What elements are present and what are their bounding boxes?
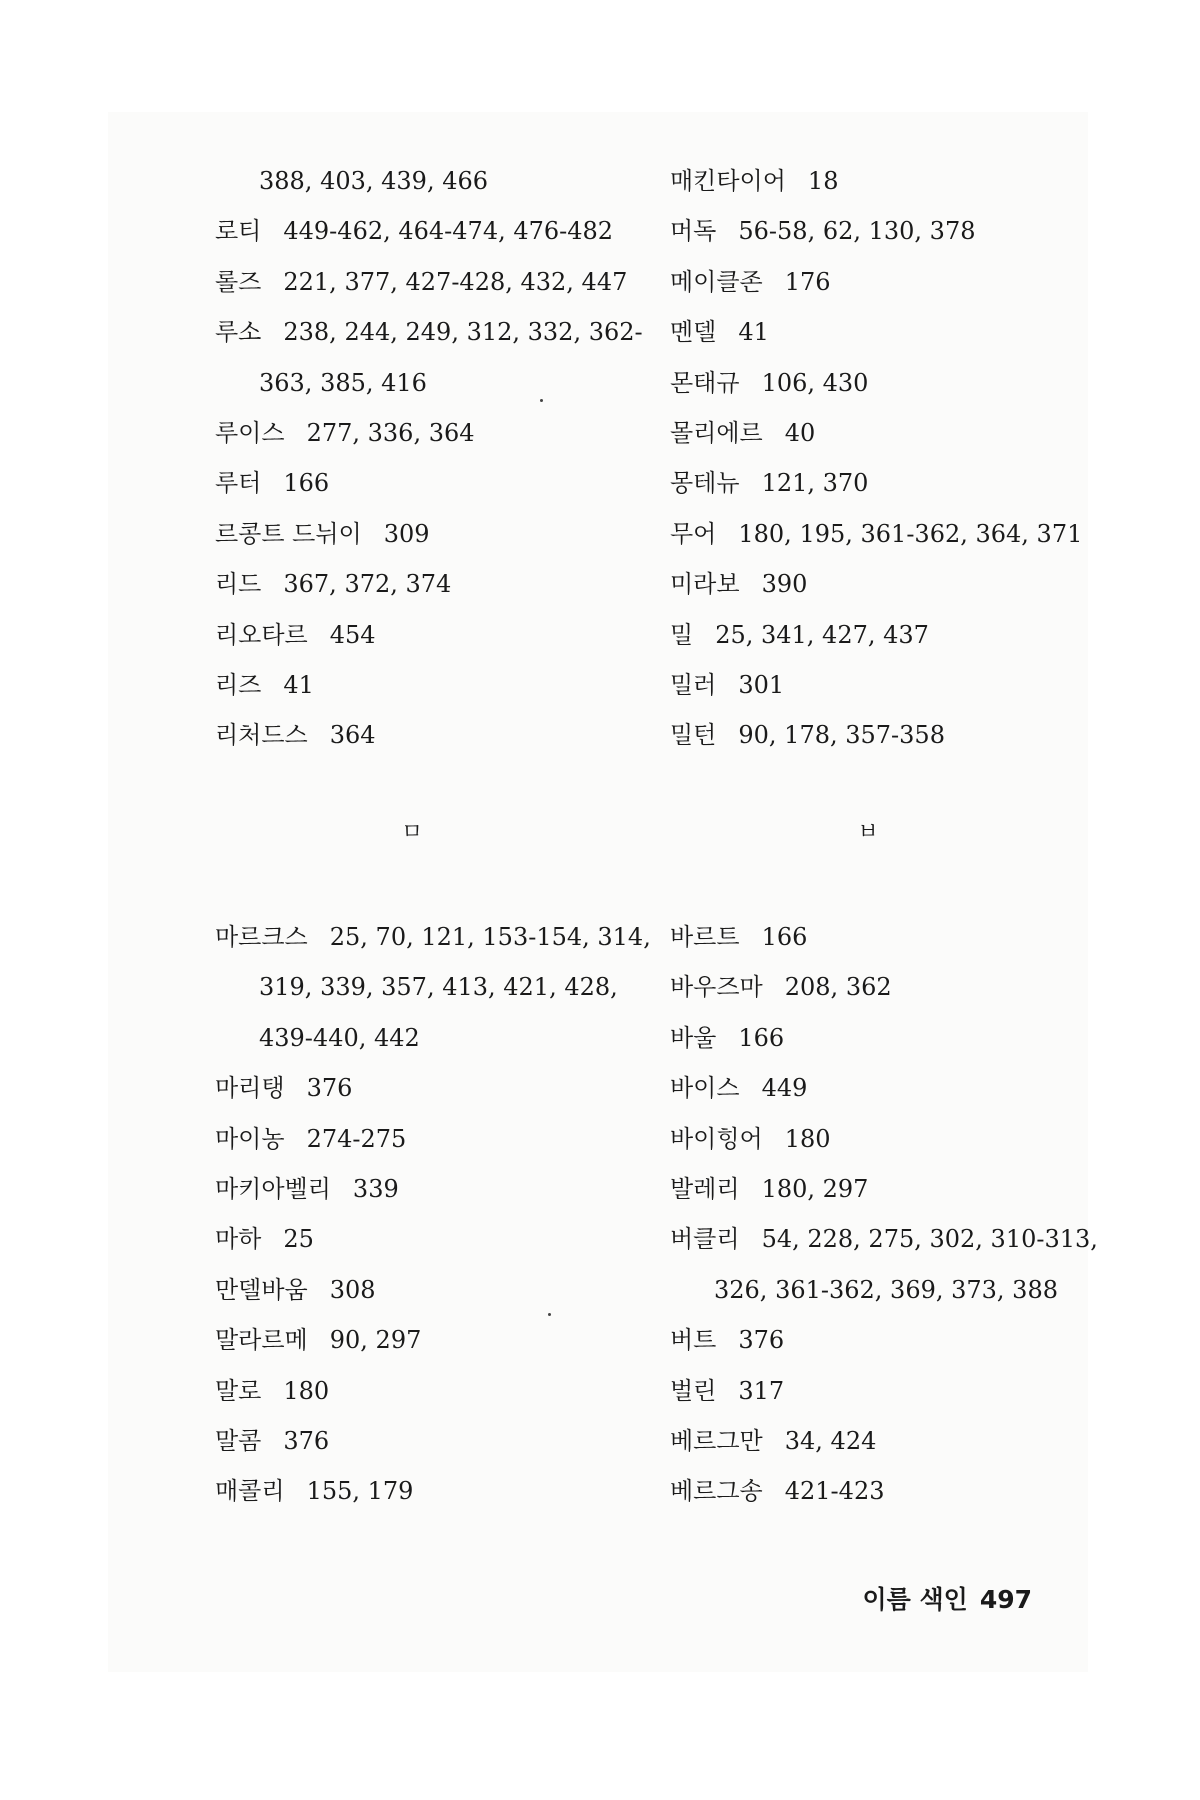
footer-title: 이름 색인 bbox=[862, 1585, 968, 1614]
entry-name: 바이힝어 bbox=[670, 1124, 763, 1153]
entry-pages: 56-58, 62, 130, 378 bbox=[738, 217, 976, 246]
index-entry bbox=[215, 610, 655, 660]
index-entry bbox=[670, 1164, 1110, 1214]
index-entry bbox=[670, 1114, 1110, 1164]
entry-name: 바울 bbox=[670, 1023, 717, 1052]
entry-name: 벌린 bbox=[670, 1376, 717, 1405]
entry-pages: 388, 403, 439, 466 bbox=[259, 167, 489, 195]
index-entry bbox=[215, 559, 655, 609]
entry-pages: 301 bbox=[738, 671, 785, 700]
entry-pages: 166 bbox=[283, 469, 330, 498]
entry-name: 몽테뉴 bbox=[670, 469, 740, 498]
index-entry bbox=[670, 1416, 1110, 1466]
entry-pages: 34, 424 bbox=[784, 1427, 877, 1456]
index-entry bbox=[670, 610, 1110, 660]
entry-pages: 277, 336, 364 bbox=[306, 419, 475, 448]
entry-name: 밀턴 bbox=[670, 721, 717, 750]
entry-pages: 166 bbox=[738, 1023, 785, 1052]
page-footer bbox=[863, 1580, 1033, 1616]
entry-pages: 155, 179 bbox=[306, 1477, 414, 1506]
scan-speck bbox=[540, 399, 543, 402]
entry-pages: 308 bbox=[329, 1275, 376, 1304]
entry-pages: 41 bbox=[283, 671, 314, 700]
entry-name: 롤즈 bbox=[215, 267, 262, 296]
entry-pages: 25, 341, 427, 437 bbox=[715, 620, 929, 649]
entry-pages: 449-462, 464-474, 476-482 bbox=[283, 217, 614, 246]
entry-pages: 166 bbox=[761, 923, 808, 951]
index-entry bbox=[215, 1114, 655, 1164]
index-entry bbox=[670, 1466, 1110, 1516]
entry-name: 몬태규 bbox=[670, 368, 740, 397]
entry-name: 마키아벨리 bbox=[215, 1175, 331, 1204]
index-entry bbox=[670, 710, 1110, 760]
index-entry bbox=[670, 307, 1110, 357]
entry-pages: 326, 361-362, 369, 373, 388 bbox=[714, 1275, 1058, 1304]
index-entry bbox=[670, 257, 1110, 307]
entry-name: 바르트 bbox=[670, 923, 740, 951]
entry-pages: 454 bbox=[329, 620, 376, 649]
index-entry bbox=[215, 1214, 655, 1264]
index-entry bbox=[215, 710, 655, 760]
entry-name: 매킨타이어 bbox=[670, 167, 786, 195]
entry-name: 말라르메 bbox=[215, 1326, 308, 1355]
entry-name: 리즈 bbox=[215, 671, 262, 700]
section-header-bieup: ㅂ bbox=[857, 820, 879, 845]
entry-name: 리오타르 bbox=[215, 620, 308, 649]
entry-name: 발레리 bbox=[670, 1175, 740, 1204]
entry-pages: 54, 228, 275, 302, 310-313, bbox=[761, 1225, 1098, 1254]
entry-pages: 25, 70, 121, 153-154, 314, bbox=[329, 923, 651, 951]
entry-pages: 376 bbox=[738, 1326, 785, 1355]
index-entry bbox=[215, 257, 655, 307]
index-entry-continuation bbox=[670, 1265, 1110, 1315]
entry-name: 마리탱 bbox=[215, 1074, 285, 1103]
entry-pages: 176 bbox=[784, 267, 831, 296]
entry-pages: 309 bbox=[383, 519, 430, 548]
entry-name: 베르그송 bbox=[670, 1477, 763, 1506]
entry-pages: 339 bbox=[352, 1175, 399, 1204]
index-entry bbox=[215, 1063, 655, 1113]
index-entry bbox=[215, 307, 655, 357]
index-entry bbox=[215, 1315, 655, 1365]
entry-name: 바이스 bbox=[670, 1074, 740, 1103]
entry-name: 말로 bbox=[215, 1376, 262, 1405]
entry-pages: 208, 362 bbox=[784, 973, 892, 1002]
index-entry bbox=[670, 1063, 1110, 1113]
entry-name: 밀 bbox=[670, 620, 694, 649]
index-column-top-right bbox=[670, 156, 1110, 761]
entry-pages: 40 bbox=[784, 419, 816, 448]
entry-name: 멘델 bbox=[670, 318, 717, 347]
entry-pages: 180 bbox=[283, 1376, 330, 1405]
index-entry bbox=[670, 206, 1110, 256]
entry-pages: 274-275 bbox=[306, 1124, 407, 1153]
entry-name: 리처드스 bbox=[215, 721, 308, 750]
entry-pages: 363, 385, 416 bbox=[259, 368, 427, 397]
entry-pages: 121, 370 bbox=[761, 469, 869, 498]
index-entry bbox=[215, 509, 655, 559]
entry-name: 매콜리 bbox=[215, 1477, 285, 1506]
index-entry bbox=[215, 1164, 655, 1214]
page-number: 497 bbox=[979, 1585, 1032, 1614]
index-column-bottom-left bbox=[215, 912, 655, 1517]
entry-name: 메이클존 bbox=[670, 267, 763, 296]
entry-name: 루소 bbox=[215, 318, 262, 347]
entry-name: 마르크스 bbox=[215, 923, 308, 951]
entry-pages: 364 bbox=[329, 721, 376, 750]
index-entry bbox=[215, 1265, 655, 1315]
entry-name: 말콤 bbox=[215, 1427, 262, 1456]
index-entry-continuation bbox=[215, 358, 655, 408]
entry-name: 마하 bbox=[215, 1225, 262, 1254]
entry-pages: 221, 377, 427-428, 432, 447 bbox=[283, 267, 628, 296]
entry-name: 무어 bbox=[670, 519, 717, 548]
entry-pages: 317 bbox=[738, 1376, 785, 1405]
index-entry bbox=[670, 1366, 1110, 1416]
entry-name: 루이스 bbox=[215, 419, 285, 448]
entry-pages: 25 bbox=[283, 1225, 314, 1254]
index-entry bbox=[215, 408, 655, 458]
entry-pages: 238, 244, 249, 312, 332, 362- bbox=[283, 318, 643, 347]
index-entry bbox=[215, 206, 655, 256]
entry-pages: 376 bbox=[283, 1427, 330, 1456]
index-entry bbox=[215, 660, 655, 710]
entry-pages: 41 bbox=[738, 318, 769, 347]
entry-name: 로티 bbox=[215, 217, 262, 246]
index-entry bbox=[215, 1466, 655, 1516]
entry-pages: 90, 178, 357-358 bbox=[738, 721, 945, 750]
index-entry bbox=[215, 912, 655, 962]
entry-name: 베르그만 bbox=[670, 1427, 763, 1456]
entry-pages: 367, 372, 374 bbox=[283, 570, 452, 599]
entry-name: 밀러 bbox=[670, 671, 717, 700]
index-entry bbox=[670, 358, 1110, 408]
index-entry-continuation bbox=[215, 1013, 655, 1063]
entry-name: 마이농 bbox=[215, 1124, 285, 1153]
entry-name: 바우즈마 bbox=[670, 973, 763, 1002]
index-entry bbox=[670, 509, 1110, 559]
index-entry-continuation bbox=[215, 156, 655, 206]
entry-pages: 180, 195, 361-362, 364, 371 bbox=[738, 519, 1083, 548]
index-entry bbox=[670, 660, 1110, 710]
entry-name: 미라보 bbox=[670, 570, 740, 599]
entry-name: 버클리 bbox=[670, 1225, 740, 1254]
index-column-top-left bbox=[215, 156, 655, 761]
entry-pages: 319, 339, 357, 413, 421, 428, bbox=[259, 973, 618, 1002]
index-entry bbox=[670, 1013, 1110, 1063]
section-header-mieum: ㅁ bbox=[401, 820, 423, 845]
entry-pages: 376 bbox=[306, 1074, 353, 1103]
index-entry bbox=[670, 1214, 1110, 1264]
index-entry-continuation bbox=[215, 962, 655, 1012]
index-entry bbox=[215, 1366, 655, 1416]
index-entry bbox=[215, 458, 655, 508]
entry-pages: 90, 297 bbox=[329, 1326, 422, 1355]
entry-pages: 18 bbox=[807, 167, 839, 195]
index-entry bbox=[670, 912, 1110, 962]
entry-name: 버트 bbox=[670, 1326, 717, 1355]
index-entry bbox=[670, 408, 1110, 458]
entry-name: 만델바움 bbox=[215, 1275, 308, 1304]
entry-pages: 449 bbox=[761, 1074, 808, 1103]
entry-pages: 439-440, 442 bbox=[259, 1023, 420, 1052]
entry-name: 몰리에르 bbox=[670, 419, 763, 448]
index-entry bbox=[215, 1416, 655, 1466]
entry-name: 리드 bbox=[215, 570, 262, 599]
entry-pages: 106, 430 bbox=[761, 368, 869, 397]
index-entry bbox=[670, 156, 1110, 206]
entry-name: 루터 bbox=[215, 469, 262, 498]
entry-pages: 390 bbox=[761, 570, 808, 599]
index-column-bottom-right bbox=[670, 912, 1110, 1517]
index-entry bbox=[670, 1315, 1110, 1365]
entry-name: 머독 bbox=[670, 217, 717, 246]
entry-pages: 180, 297 bbox=[761, 1175, 869, 1204]
index-entry bbox=[670, 559, 1110, 609]
entry-pages: 421-423 bbox=[784, 1477, 885, 1506]
scan-speck bbox=[548, 1313, 551, 1316]
index-entry bbox=[670, 458, 1110, 508]
index-entry bbox=[670, 962, 1110, 1012]
entry-pages: 180 bbox=[784, 1124, 831, 1153]
entry-name: 르콩트 드뉘이 bbox=[215, 519, 362, 548]
